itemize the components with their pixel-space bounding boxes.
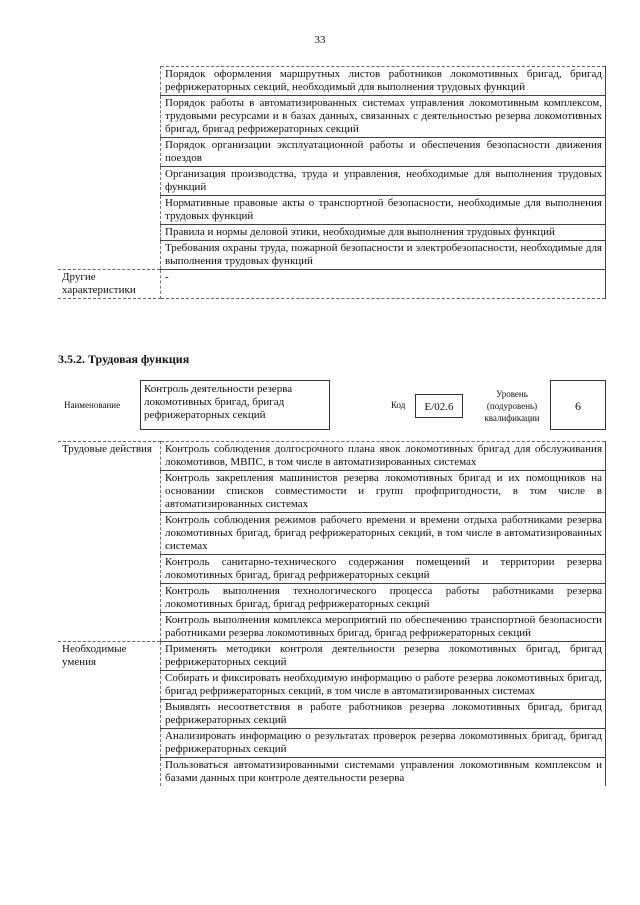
row-label xyxy=(58,225,161,241)
row-label xyxy=(58,241,161,270)
table-row xyxy=(58,138,606,167)
table-row xyxy=(58,241,606,270)
skill-item: Собирать и фиксировать необходимую информацию о работе резерва локомотивных бригад, бригад рефрижераторных секций, в том числе в автоматизированных системах xyxy=(161,671,606,700)
row-text: Нормативные правовые акты о транспортной безопасности, необходимые для выполнения трудовых функций xyxy=(161,196,606,225)
row-text: Порядок организации эксплуатационной работы и обеспечения безопасности движения поездов xyxy=(161,138,606,167)
qualification-level: 6 xyxy=(550,380,606,430)
skill-item: Применять методики контроля деятельности резерва локомотивных бригад, бригад рефрижераторных секций xyxy=(161,642,606,671)
knowledge-table xyxy=(58,66,606,299)
action-item: Контроль соблюдения долгосрочного плана явок локомотивных бригад для обслуживания локомотивов, МВПС, в том числе в автоматизированных системах xyxy=(161,442,606,471)
action-item: Контроль соблюдения режимов рабочего времени и времени отдыха работниками резерва локомотивных бригад, бригад рефрижераторных секций, в том числе в автоматизированных системах xyxy=(161,513,606,555)
action-item: Контроль выполнения комплекса мероприятий по обеспечению транспортной безопасности работниками резерва локомотивных бригад, бригад рефрижераторных секций xyxy=(161,613,606,642)
level-label: Уровень (подуровень) квалификации xyxy=(484,389,540,423)
table-row xyxy=(58,442,606,471)
skill-item: Выявлять несоответствия в работе работников резерва локомотивных бригад, бригад рефрижераторных секций xyxy=(161,700,606,729)
action-item: Контроль санитарно-технического содержания помещений и территории резерва локомотивных бригад, бригад рефрижераторных секций xyxy=(161,555,606,584)
function-code: E/02.6 xyxy=(415,394,463,418)
page-number: 33 xyxy=(314,34,326,46)
table-row xyxy=(58,642,606,671)
row-text: Правила и нормы деловой этики, необходимые для выполнения трудовых функций xyxy=(161,225,606,241)
table-row xyxy=(58,96,606,138)
function-name: Контроль деятельности резерва локомотивных бригад, бригад рефрижераторных секций xyxy=(140,380,330,430)
table-row xyxy=(58,167,606,196)
row-label xyxy=(58,167,161,196)
name-label: Наименование xyxy=(64,400,121,410)
row-label xyxy=(58,138,161,167)
row-label: Другие характеристики xyxy=(58,270,161,299)
table-row xyxy=(58,225,606,241)
function-header xyxy=(58,380,606,432)
table-row xyxy=(58,196,606,225)
action-item: Контроль выполнения технологического процесса работы работниками резерва локомотивных бригад, бригад рефрижераторных секций xyxy=(161,584,606,613)
code-label: Код xyxy=(391,400,406,410)
skill-item: Анализировать информацию о результатах проверок резерва локомотивных бригад, бригад рефрижераторных секций xyxy=(161,729,606,758)
skill-item: Пользоваться автоматизированными системами управления локомотивным комплексом и базами данных при контроле деятельности резерва xyxy=(161,758,606,787)
row-text: Порядок работы в автоматизированных системах управления локомотивным комплексом, трудовыми ресурсами и в базах данных, связанных с деятельностью резерва локомотивных бригад, бригад рефрижераторных секций xyxy=(161,96,606,138)
group-label: Необходимые умения xyxy=(58,642,161,787)
action-item: Контроль закрепления машинистов резерва локомотивных бригад и их помощников на основании списков совместимости и групп профпригодности, в том числе в автоматизированных системах xyxy=(161,471,606,513)
row-label xyxy=(58,67,161,96)
row-text: Организация производства, труда и управления, необходимые для выполнения трудовых функций xyxy=(161,167,606,196)
row-text: Требования охраны труда, пожарной безопасности и электробезопасности, необходимые для выполнения трудовых функций xyxy=(161,241,606,270)
section-heading: 3.5.2. Трудовая функция xyxy=(58,352,190,366)
row-text: - xyxy=(161,270,606,299)
row-label xyxy=(58,196,161,225)
labor-function-table xyxy=(58,441,606,786)
table-row xyxy=(58,67,606,96)
row-text: Порядок оформления маршрутных листов работников локомотивных бригад, бригад рефрижераторных секций, необходимый для выполнения трудовых функций xyxy=(161,67,606,96)
row-label xyxy=(58,96,161,138)
table-row xyxy=(58,270,606,299)
group-label: Трудовые действия xyxy=(58,442,161,642)
